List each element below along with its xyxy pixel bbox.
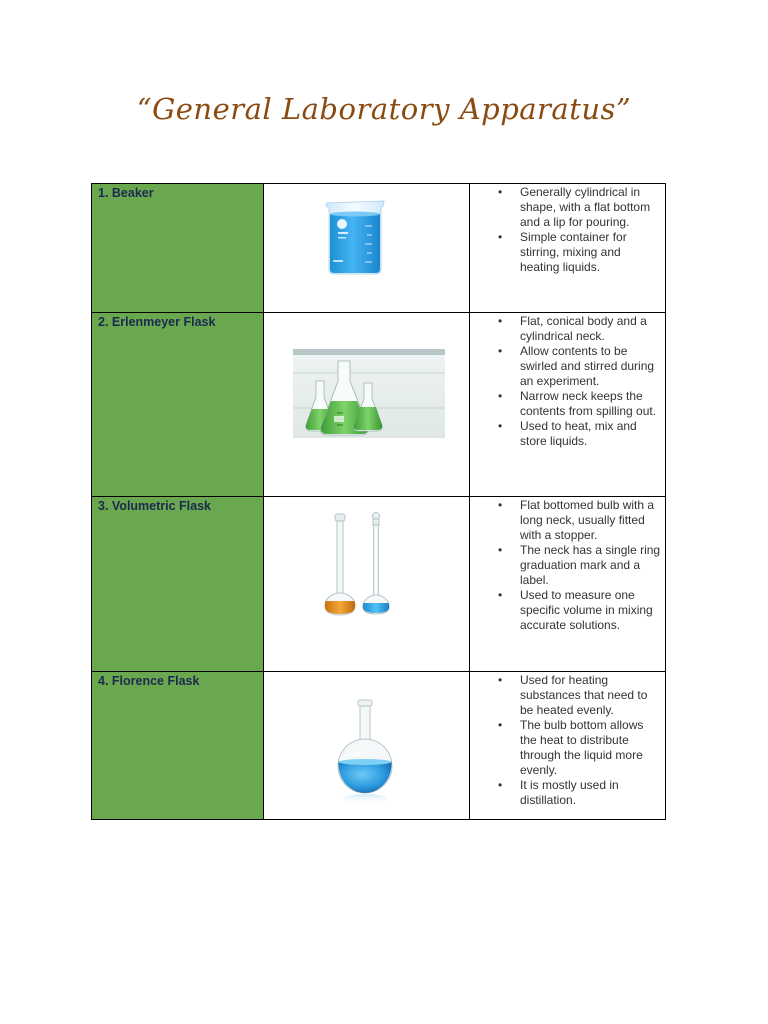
apparatus-table <box>91 183 666 820</box>
apparatus-name-cell <box>92 184 264 313</box>
apparatus-name-cell <box>92 672 264 820</box>
list-item: • Generally cylindrical in shape, with a flat bottom and a lip for pouring. <box>470 185 665 230</box>
list-item: • Flat bottomed bulb with a long neck, usually fitted with a stopper. <box>470 498 665 543</box>
apparatus-name: 2. Erlenmeyer Flask <box>98 315 216 329</box>
apparatus-description-cell <box>470 313 666 497</box>
volumetric-flasks-illustration <box>264 497 469 671</box>
list-item: • Flat, conical body and a cylindrical neck. <box>470 314 665 344</box>
florence-flask-illustration <box>264 672 469 819</box>
page-title: “General Laboratory Apparatus” <box>136 92 632 126</box>
list-item: • Used to measure one specific volume in mixing accurate solutions. <box>470 588 665 633</box>
apparatus-name-cell <box>92 497 264 672</box>
list-item: • The bulb bottom allows the heat to distribute through the liquid more evenly. <box>470 718 665 778</box>
table-row <box>92 313 666 497</box>
list-item: • Used to heat, mix and store liquids. <box>470 419 665 449</box>
apparatus-image-cell <box>264 497 470 672</box>
apparatus-name-cell <box>92 313 264 497</box>
list-item: • It is mostly used in distillation. <box>470 778 665 808</box>
description-list <box>470 672 665 808</box>
apparatus-name: 1. Beaker <box>98 186 154 200</box>
apparatus-description-cell <box>470 672 666 820</box>
description-list <box>470 497 665 633</box>
table-row <box>92 497 666 672</box>
apparatus-name: 4. Florence Flask <box>98 674 200 688</box>
table-row <box>92 672 666 820</box>
list-item: • Allow contents to be swirled and stirred during an experiment. <box>470 344 665 389</box>
table-row <box>92 184 666 313</box>
beaker-illustration <box>264 184 469 312</box>
list-item: • The neck has a single ring graduation mark and a label. <box>470 543 665 588</box>
list-item: • Simple container for stirring, mixing and heating liquids. <box>470 230 665 275</box>
apparatus-image-cell <box>264 184 470 313</box>
apparatus-image-cell <box>264 672 470 820</box>
description-list <box>470 184 665 275</box>
apparatus-description-cell <box>470 497 666 672</box>
apparatus-description-cell <box>470 184 666 313</box>
apparatus-image-cell <box>264 313 470 497</box>
list-item: • Narrow neck keeps the contents from spilling out. <box>470 389 665 419</box>
erlenmeyer-flasks-illustration <box>264 313 469 496</box>
list-item: • Used for heating substances that need to be heated evenly. <box>470 673 665 718</box>
apparatus-name: 3. Volumetric Flask <box>98 499 212 513</box>
description-list <box>470 313 665 449</box>
